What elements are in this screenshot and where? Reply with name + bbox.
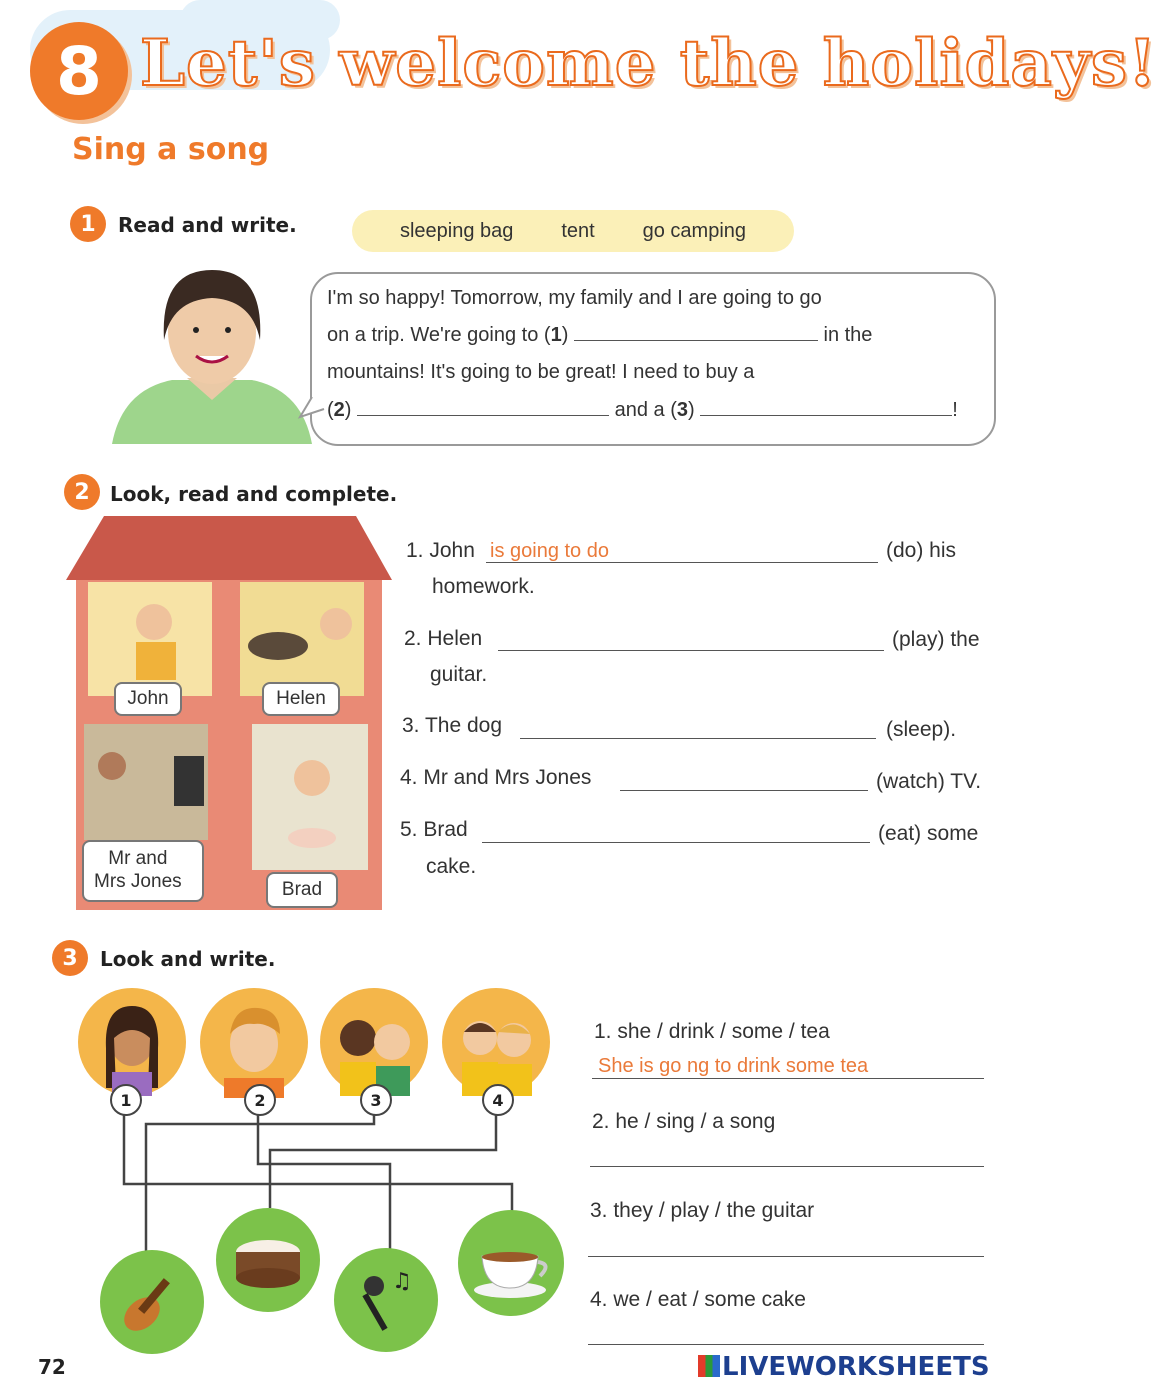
word-sleeping-bag: sleeping bag bbox=[399, 219, 514, 242]
maze-path-1 bbox=[124, 1114, 512, 1220]
brad-window bbox=[252, 724, 368, 870]
house-roof bbox=[66, 516, 392, 580]
name-tag-brad: Brad bbox=[266, 872, 338, 908]
teacup-circle bbox=[458, 1210, 564, 1316]
ex2-item-4-verb: (watch) TV. bbox=[876, 770, 982, 793]
section-1-number: 1 bbox=[70, 206, 106, 242]
ex2-item-1-verb: (do) his bbox=[886, 539, 957, 562]
ex3-answer-1[interactable]: She is go ng to drink some tea bbox=[598, 1055, 869, 1077]
section-2-number: 2 bbox=[64, 474, 100, 510]
ex3-prompt-2: 2. he / sing / a song bbox=[592, 1110, 776, 1133]
name-tag-jones: Mr and Mrs Jones bbox=[82, 840, 204, 902]
microphone-icon bbox=[334, 1248, 438, 1352]
brad-figure bbox=[294, 760, 330, 796]
ex2-item-5-prefix: 5. Brad bbox=[400, 818, 468, 841]
page-subtitle: Sing a song bbox=[72, 132, 270, 167]
section-3-number: 3 bbox=[52, 940, 88, 976]
ex2-item-2-prefix: 2. Helen bbox=[404, 627, 483, 650]
circle-number-4: 4 bbox=[482, 1084, 514, 1116]
blank-2[interactable] bbox=[357, 414, 609, 416]
page-number: 72 bbox=[38, 1355, 66, 1379]
maze-path-4 bbox=[270, 1114, 496, 1208]
jones-figure bbox=[98, 752, 126, 780]
circle-number-2: 2 bbox=[244, 1084, 276, 1116]
ex3-line-3[interactable] bbox=[588, 1256, 984, 1257]
avatar-girl bbox=[78, 988, 186, 1096]
ex2-item-3-verb: (sleep). bbox=[886, 718, 957, 741]
word-go-camping: go camping bbox=[642, 219, 747, 242]
unit-number-badge: 8 bbox=[30, 22, 128, 120]
ex2-item-3-line[interactable] bbox=[520, 738, 876, 739]
ex2-item-5-line[interactable] bbox=[482, 842, 870, 843]
ex2-item-3-prefix: 3. The dog bbox=[402, 714, 503, 737]
cake-circle bbox=[216, 1208, 320, 1312]
svg-text:♫: ♫ bbox=[392, 1269, 412, 1294]
cake-icon bbox=[216, 1208, 320, 1312]
boy-eye-left bbox=[193, 327, 199, 333]
ex2-item-1-cont: homework. bbox=[432, 575, 535, 598]
brand-logo: LIVEWORKSHEETS bbox=[698, 1352, 990, 1382]
section-3-title: Look and write. bbox=[100, 947, 276, 971]
ex3-line-4[interactable] bbox=[588, 1344, 984, 1345]
bubble-line-3: mountains! It's going to be great! I need to buy a bbox=[327, 361, 755, 383]
ex2-item-5-verb: (eat) some bbox=[878, 822, 979, 845]
ex2-item-2-verb: (play) the bbox=[892, 628, 980, 651]
boy-eye-right bbox=[225, 327, 231, 333]
unit-title: Let's welcome the holidays! bbox=[140, 26, 1157, 101]
guitar-icon bbox=[100, 1250, 204, 1354]
bubble-line-2: on a trip. We're going to (1) in the bbox=[327, 324, 873, 346]
brand-icon bbox=[698, 1355, 720, 1377]
name-tag-helen: Helen bbox=[262, 682, 340, 716]
avatar-boy bbox=[200, 988, 308, 1096]
john-figure bbox=[136, 604, 172, 640]
ex3-line-2[interactable] bbox=[590, 1166, 984, 1167]
bubble-line-4: (2) and a (3) ! bbox=[327, 399, 958, 421]
helen-figure bbox=[320, 608, 352, 640]
teacup-icon bbox=[458, 1210, 564, 1316]
microphone-circle bbox=[334, 1248, 438, 1352]
tv-figure bbox=[174, 756, 204, 806]
ex2-item-4-prefix: 4. Mr and Mrs Jones bbox=[400, 766, 592, 789]
ex2-item-1-line bbox=[486, 562, 878, 563]
word-tent: tent bbox=[561, 219, 595, 242]
circle-number-3: 3 bbox=[360, 1084, 392, 1116]
circle-number-1: 1 bbox=[110, 1084, 142, 1116]
ex2-item-1-prefix: 1. John bbox=[406, 539, 475, 562]
guitar-circle bbox=[100, 1250, 204, 1354]
word-box bbox=[352, 210, 794, 252]
ex3-prompt-4: 4. we / eat / some cake bbox=[590, 1288, 806, 1311]
blank-1[interactable] bbox=[574, 339, 818, 341]
ex2-item-2-line[interactable] bbox=[498, 650, 884, 651]
ex3-line-1 bbox=[592, 1078, 984, 1079]
ex2-item-4-line[interactable] bbox=[620, 790, 868, 791]
blank-3[interactable] bbox=[700, 414, 952, 416]
ex2-item-1-answer[interactable]: is going to do bbox=[490, 540, 609, 562]
section-1-title: Read and write. bbox=[118, 213, 297, 237]
name-tag-john: John bbox=[114, 682, 182, 716]
bubble-tail bbox=[298, 395, 328, 425]
boy-illustration bbox=[112, 260, 312, 444]
ex2-item-5-cont: cake. bbox=[426, 855, 477, 878]
ex3-prompt-1: 1. she / drink / some / tea bbox=[594, 1020, 830, 1043]
dog-figure bbox=[248, 632, 308, 660]
avatar-two-boys bbox=[320, 988, 428, 1096]
ex2-item-2-cont: guitar. bbox=[430, 663, 488, 686]
cake-figure bbox=[288, 828, 336, 848]
section-2-title: Look, read and complete. bbox=[110, 482, 398, 506]
avatar-us bbox=[442, 988, 550, 1096]
bubble-line-1: I'm so happy! Tomorrow, my family and I are going to go bbox=[327, 287, 822, 309]
ex3-prompt-3: 3. they / play / the guitar bbox=[590, 1199, 815, 1222]
